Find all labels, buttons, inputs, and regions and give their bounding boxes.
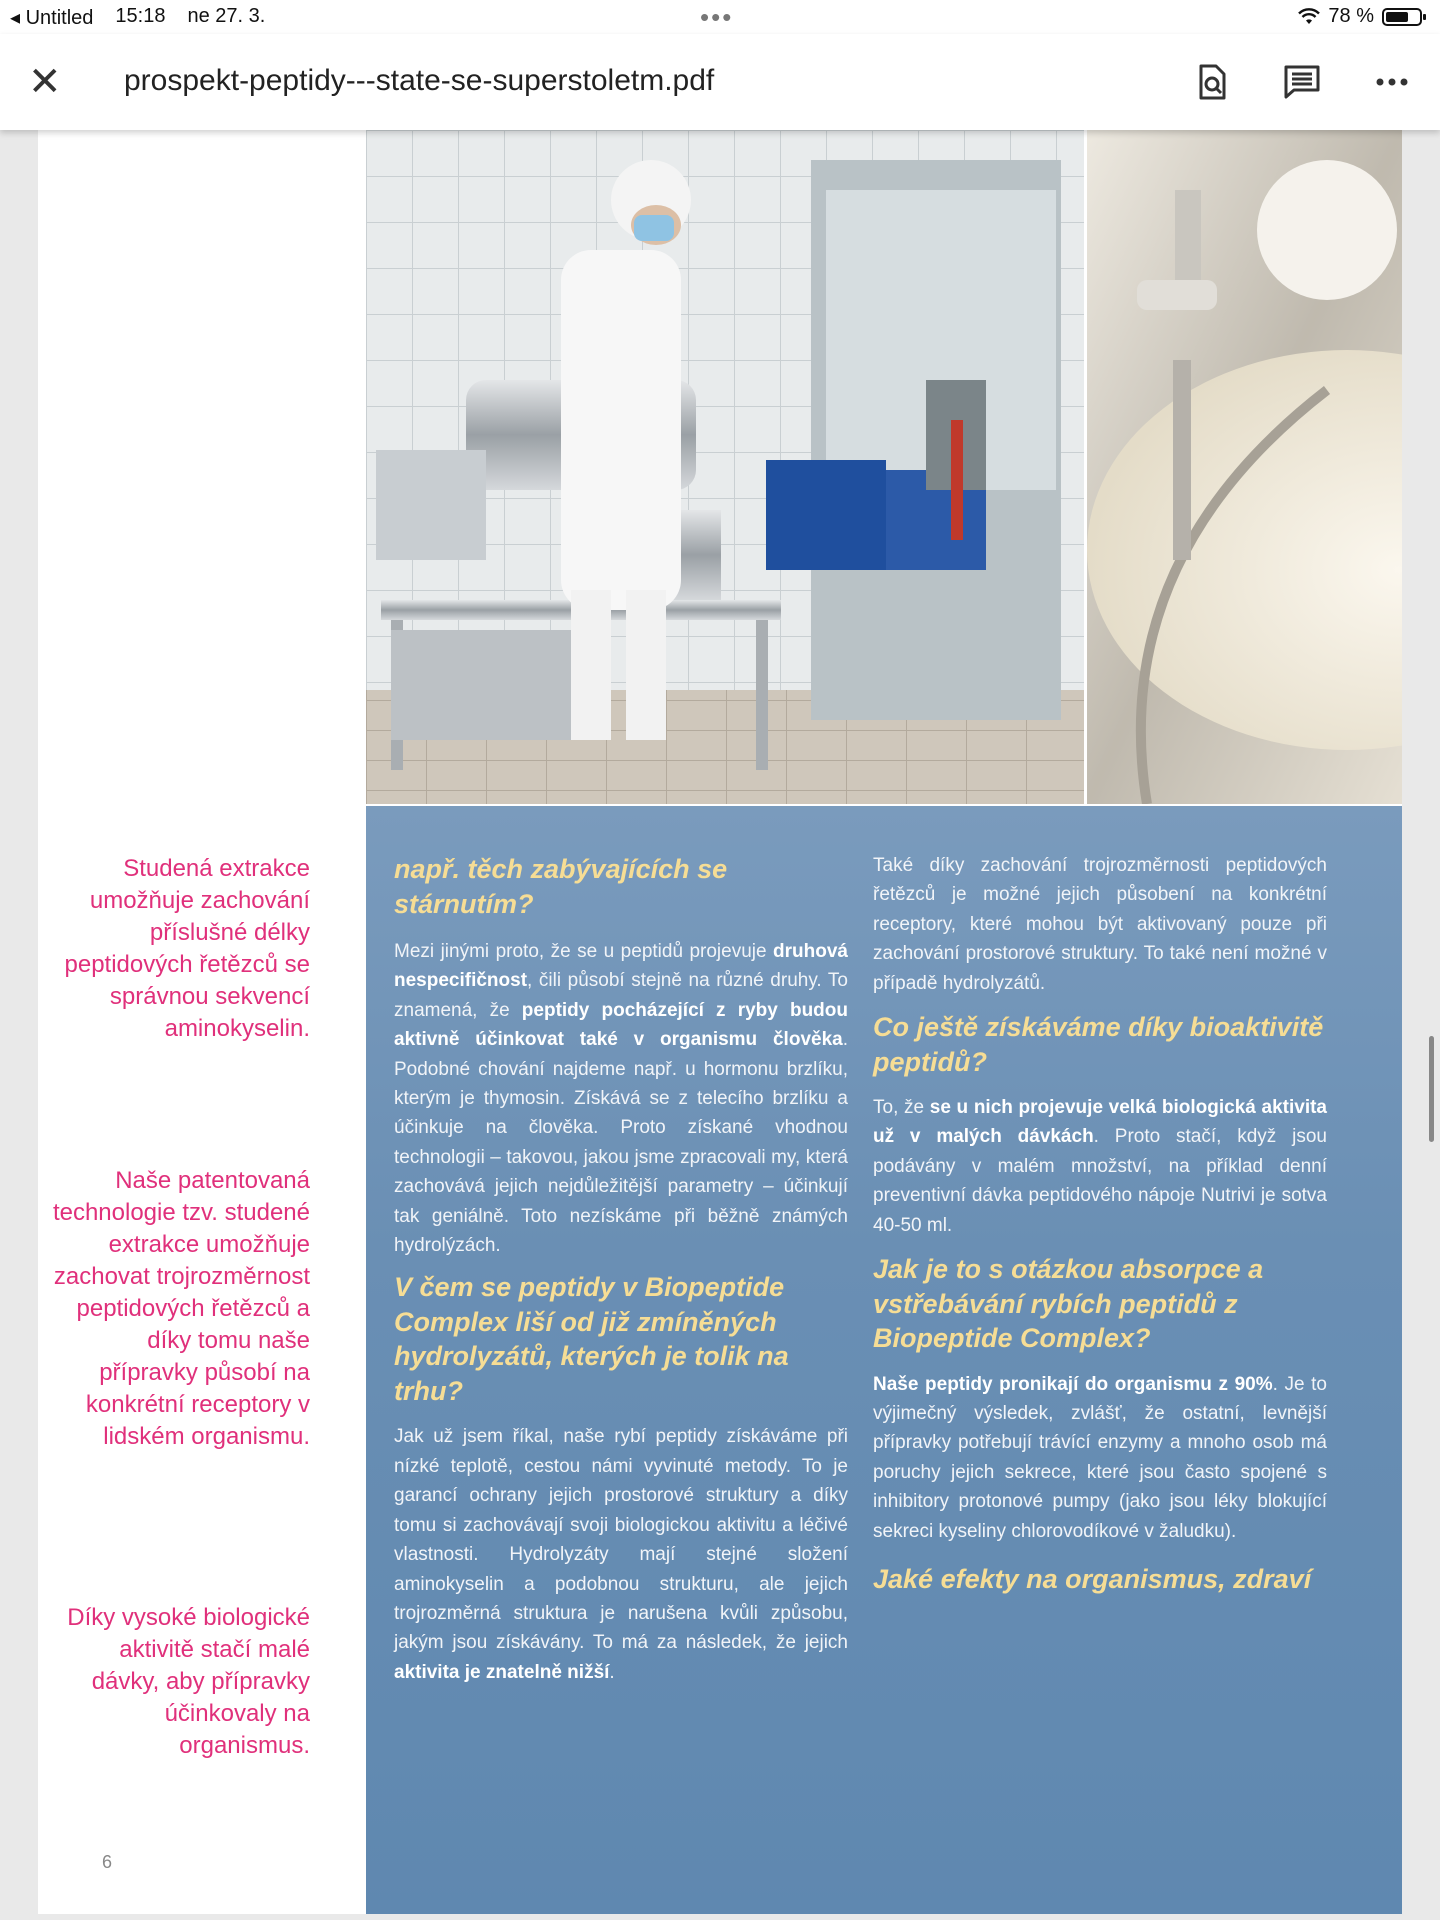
battery-percent: 78 % bbox=[1328, 5, 1374, 27]
heading-aging: např. těch zabývajících se stárnutím? bbox=[394, 854, 728, 919]
paragraph-dosage: To, že se u nich projevuje velká biologická aktivita už v malých dávkách. Proto stačí, když jsou podávány v malém množství, na příklad denní preventivní dávka peptidového nápoje Nutrivi je sotva 40-50 ml. bbox=[873, 1097, 1327, 1236]
lab-photo bbox=[366, 130, 1084, 804]
battery-level bbox=[1386, 12, 1408, 22]
more-icon[interactable] bbox=[1372, 62, 1412, 102]
paragraph-receptors: Také díky zachování trojrozměrnosti peptidových řetězců je možné jejich působení na konkrétní receptory, které mohou být aktivovaný pouze při zachování prostorové struktury. To také není možné v případě hydrolyzátů. bbox=[873, 855, 1327, 994]
status-time: 15:18 bbox=[115, 5, 166, 27]
search-document-icon[interactable] bbox=[1192, 62, 1232, 102]
status-date: ne 27. 3. bbox=[187, 5, 266, 27]
paragraph-extraction: Jak už jsem říkal, naše rybí peptidy získáváme při nízké teplotě, cestou námi vyvinuté metody. To je garancí ochrany jejich prostorové struktury a díky tomu si zachovávají svoji biologickou aktivitu a léčivé vlastnosti. Hydrolyzáty mají stejné složení aminokyselin a podobnou strukturu, ale jejich trojrozměrná struktura je narušena kvůli způsobu, jakým jsou získávány. To má za následek, že jejich aktivita je znatelně nižší. bbox=[394, 1426, 848, 1683]
pdf-page bbox=[38, 130, 1402, 1914]
heading-effects: Jaké efekty na organismus, zdraví bbox=[873, 1564, 1312, 1594]
status-bar bbox=[0, 0, 1440, 34]
pull-quote-1: Studená extrakce umožňuje zachování příslušné délky peptidových řetězců se správnou sekvencí aminokyselin. bbox=[64, 855, 310, 1042]
heading-absorption: Jak je to s otázkou absorpce a vstřebávání rybích peptidů z Biopeptide Complex? bbox=[873, 1254, 1264, 1354]
heading-difference: V čem se peptidy v Biopeptide Complex liší od již zmíněných hydrolyzátů, kterých je tolik na trhu? bbox=[394, 1272, 789, 1406]
multitasking-dots-icon[interactable]: ••• bbox=[700, 2, 734, 32]
article-column-right bbox=[873, 851, 1327, 1597]
paragraph-absorption: Naše peptidy pronikají do organismu z 90%. Je to výjimečný výsledek, zvlášť, že ostatní, levnější přípravky potřebují trávící enzymy a mnoho osob má poruchy jejich sekrece, které jsou často spojené s inhibitory protonové pumpy (jako jsou léky blokující sekreci kyseliny chlorovodíkové v žaludku). bbox=[873, 1373, 1327, 1542]
heading-bioactivity: Co ještě získáváme díky bioaktivitě peptidů? bbox=[873, 1012, 1324, 1077]
pull-quote-2: Naše patentovaná technologie tzv. studené extrakce umožňuje zachovat trojrozměrnost peptidových řetězců a díky tomu naše přípravky působí na konkrétní receptory v lidském organismu. bbox=[52, 1167, 310, 1450]
close-icon[interactable]: ✕ bbox=[28, 60, 62, 104]
comment-icon[interactable] bbox=[1282, 62, 1322, 102]
mixer-photo bbox=[1087, 130, 1402, 804]
wifi-icon bbox=[1298, 8, 1320, 26]
back-to-app-link[interactable]: ◂ Untitled bbox=[10, 7, 94, 29]
pdf-toolbar bbox=[0, 34, 1440, 130]
document-title: prospekt-peptidy---state-se-superstoletm.pdf bbox=[124, 64, 715, 97]
pull-quote-3: Díky vysoké biologické aktivitě stačí malé dávky, aby přípravky účinkovaly na organismus. bbox=[67, 1604, 310, 1759]
battery-icon bbox=[1382, 8, 1422, 26]
scrollbar[interactable] bbox=[1429, 1036, 1434, 1142]
pdf-viewer[interactable] bbox=[0, 130, 1440, 1920]
article-column-left bbox=[394, 852, 848, 1697]
page-number: 6 bbox=[102, 1852, 113, 1872]
paragraph-species: Mezi jinými proto, že se u peptidů projevuje druhová nespecifičnost, čili působí stejně na různé druhy. To znamená, že peptidy pocházející z ryby budou aktivně účinkovat také v organismu člověka. Podobné chování najdeme např. u hormonu brzlíku, kterým je thymosin. Získává se z telecího brzlíku a účinkuje na člověka. Proto získané vhodnou technologii – takovou, jakou jsme zpracovali my, která zachovává jejich nejdůležitější parametry – účinkují tak geniálně. Toto nezískáme při běžně známých hydrolýzách. bbox=[394, 941, 848, 1257]
